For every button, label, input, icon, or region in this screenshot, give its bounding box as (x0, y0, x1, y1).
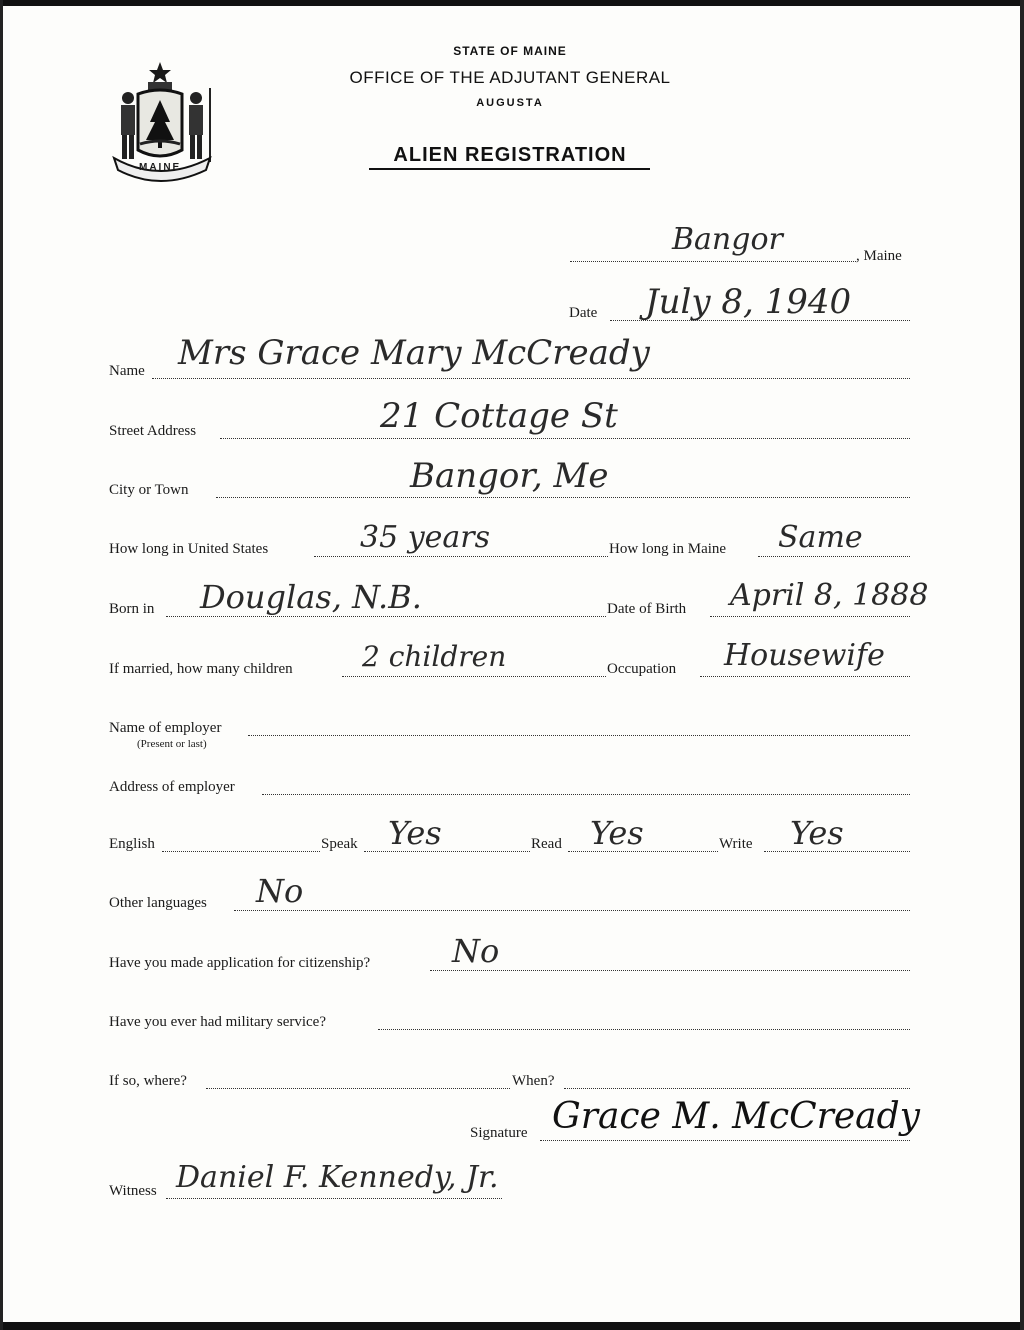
employer-label: Name of employer (109, 720, 222, 736)
name-value: Mrs Grace Mary McCready (178, 333, 650, 373)
occupation-value: Housewife (724, 638, 885, 673)
employer-address-line (262, 794, 910, 795)
read-label: Read (531, 836, 562, 852)
speak-label: Speak (321, 836, 358, 852)
witness-value: Daniel F. Kennedy, Jr. (176, 1160, 499, 1195)
read-value: Yes (590, 814, 644, 852)
other-languages-line (234, 910, 910, 911)
employer-address-label: Address of employer (109, 779, 235, 795)
place-line (570, 261, 856, 262)
header-state: STATE OF MAINE (453, 44, 567, 58)
name-line (152, 378, 910, 379)
where-line (206, 1088, 510, 1089)
english-label: English (109, 836, 155, 852)
children-line (342, 676, 606, 677)
title-underline (369, 168, 650, 170)
form-title: ALIEN REGISTRATION (393, 144, 627, 166)
military-line (378, 1029, 910, 1030)
seal-banner-text: MAINE (139, 162, 182, 173)
date-value: July 8, 1940 (645, 282, 852, 322)
occupation-line (700, 676, 910, 677)
street-line (220, 438, 910, 439)
children-value: 2 children (362, 640, 507, 673)
place-value: Bangor (672, 222, 783, 257)
other-languages-value: No (256, 872, 304, 910)
born-label: Born in (109, 601, 155, 617)
dob-line (710, 616, 910, 617)
witness-label: Witness (109, 1183, 157, 1199)
scan-edge-left (0, 0, 3, 1330)
how-long-us-value: 35 years (360, 520, 491, 555)
header-office: OFFICE OF THE ADJUTANT GENERAL (349, 68, 671, 87)
city-label: City or Town (109, 482, 189, 498)
dob-label: Date of Birth (607, 601, 687, 617)
english-line (162, 851, 320, 852)
header-city: AUGUSTA (476, 97, 544, 109)
speak-value: Yes (388, 814, 442, 852)
street-label: Street Address (109, 423, 197, 439)
how-long-us-line (314, 556, 608, 557)
signature-line (540, 1140, 910, 1141)
citizenship-label: Have you made application for citizenship? (109, 955, 371, 971)
write-value: Yes (790, 814, 844, 852)
occupation-label: Occupation (607, 661, 677, 677)
signature-label: Signature (470, 1125, 528, 1141)
witness-line (166, 1198, 502, 1199)
signature-value: Grace M. McCready (552, 1096, 921, 1137)
children-label: If married, how many children (109, 661, 293, 677)
born-value: Douglas, N.B. (200, 578, 422, 616)
citizenship-value: No (452, 932, 500, 970)
maine-label: , Maine (856, 248, 902, 264)
scan-edge-top (0, 0, 1024, 6)
born-line (166, 616, 606, 617)
date-label: Date (569, 305, 598, 321)
how-long-me-value: Same (778, 520, 863, 555)
when-label: When? (512, 1073, 555, 1089)
name-label: Name (109, 363, 145, 379)
how-long-us-label: How long in United States (109, 541, 269, 557)
write-label: Write (719, 836, 753, 852)
how-long-me-label: How long in Maine (609, 541, 727, 557)
where-label: If so, where? (109, 1073, 187, 1089)
how-long-me-line (758, 556, 910, 557)
city-line (216, 497, 910, 498)
citizenship-line (430, 970, 910, 971)
street-value: 21 Cottage St (380, 396, 618, 436)
city-value: Bangor, Me (410, 456, 609, 496)
dob-value: April 8, 1888 (730, 578, 929, 613)
other-languages-label: Other languages (109, 895, 207, 911)
employer-line (248, 735, 910, 736)
when-line (564, 1088, 910, 1089)
scan-edge-bottom (0, 1322, 1024, 1330)
scan-edge-right (1020, 0, 1024, 1330)
military-label: Have you ever had military service? (109, 1014, 326, 1030)
employer-note: (Present or last) (137, 738, 207, 750)
